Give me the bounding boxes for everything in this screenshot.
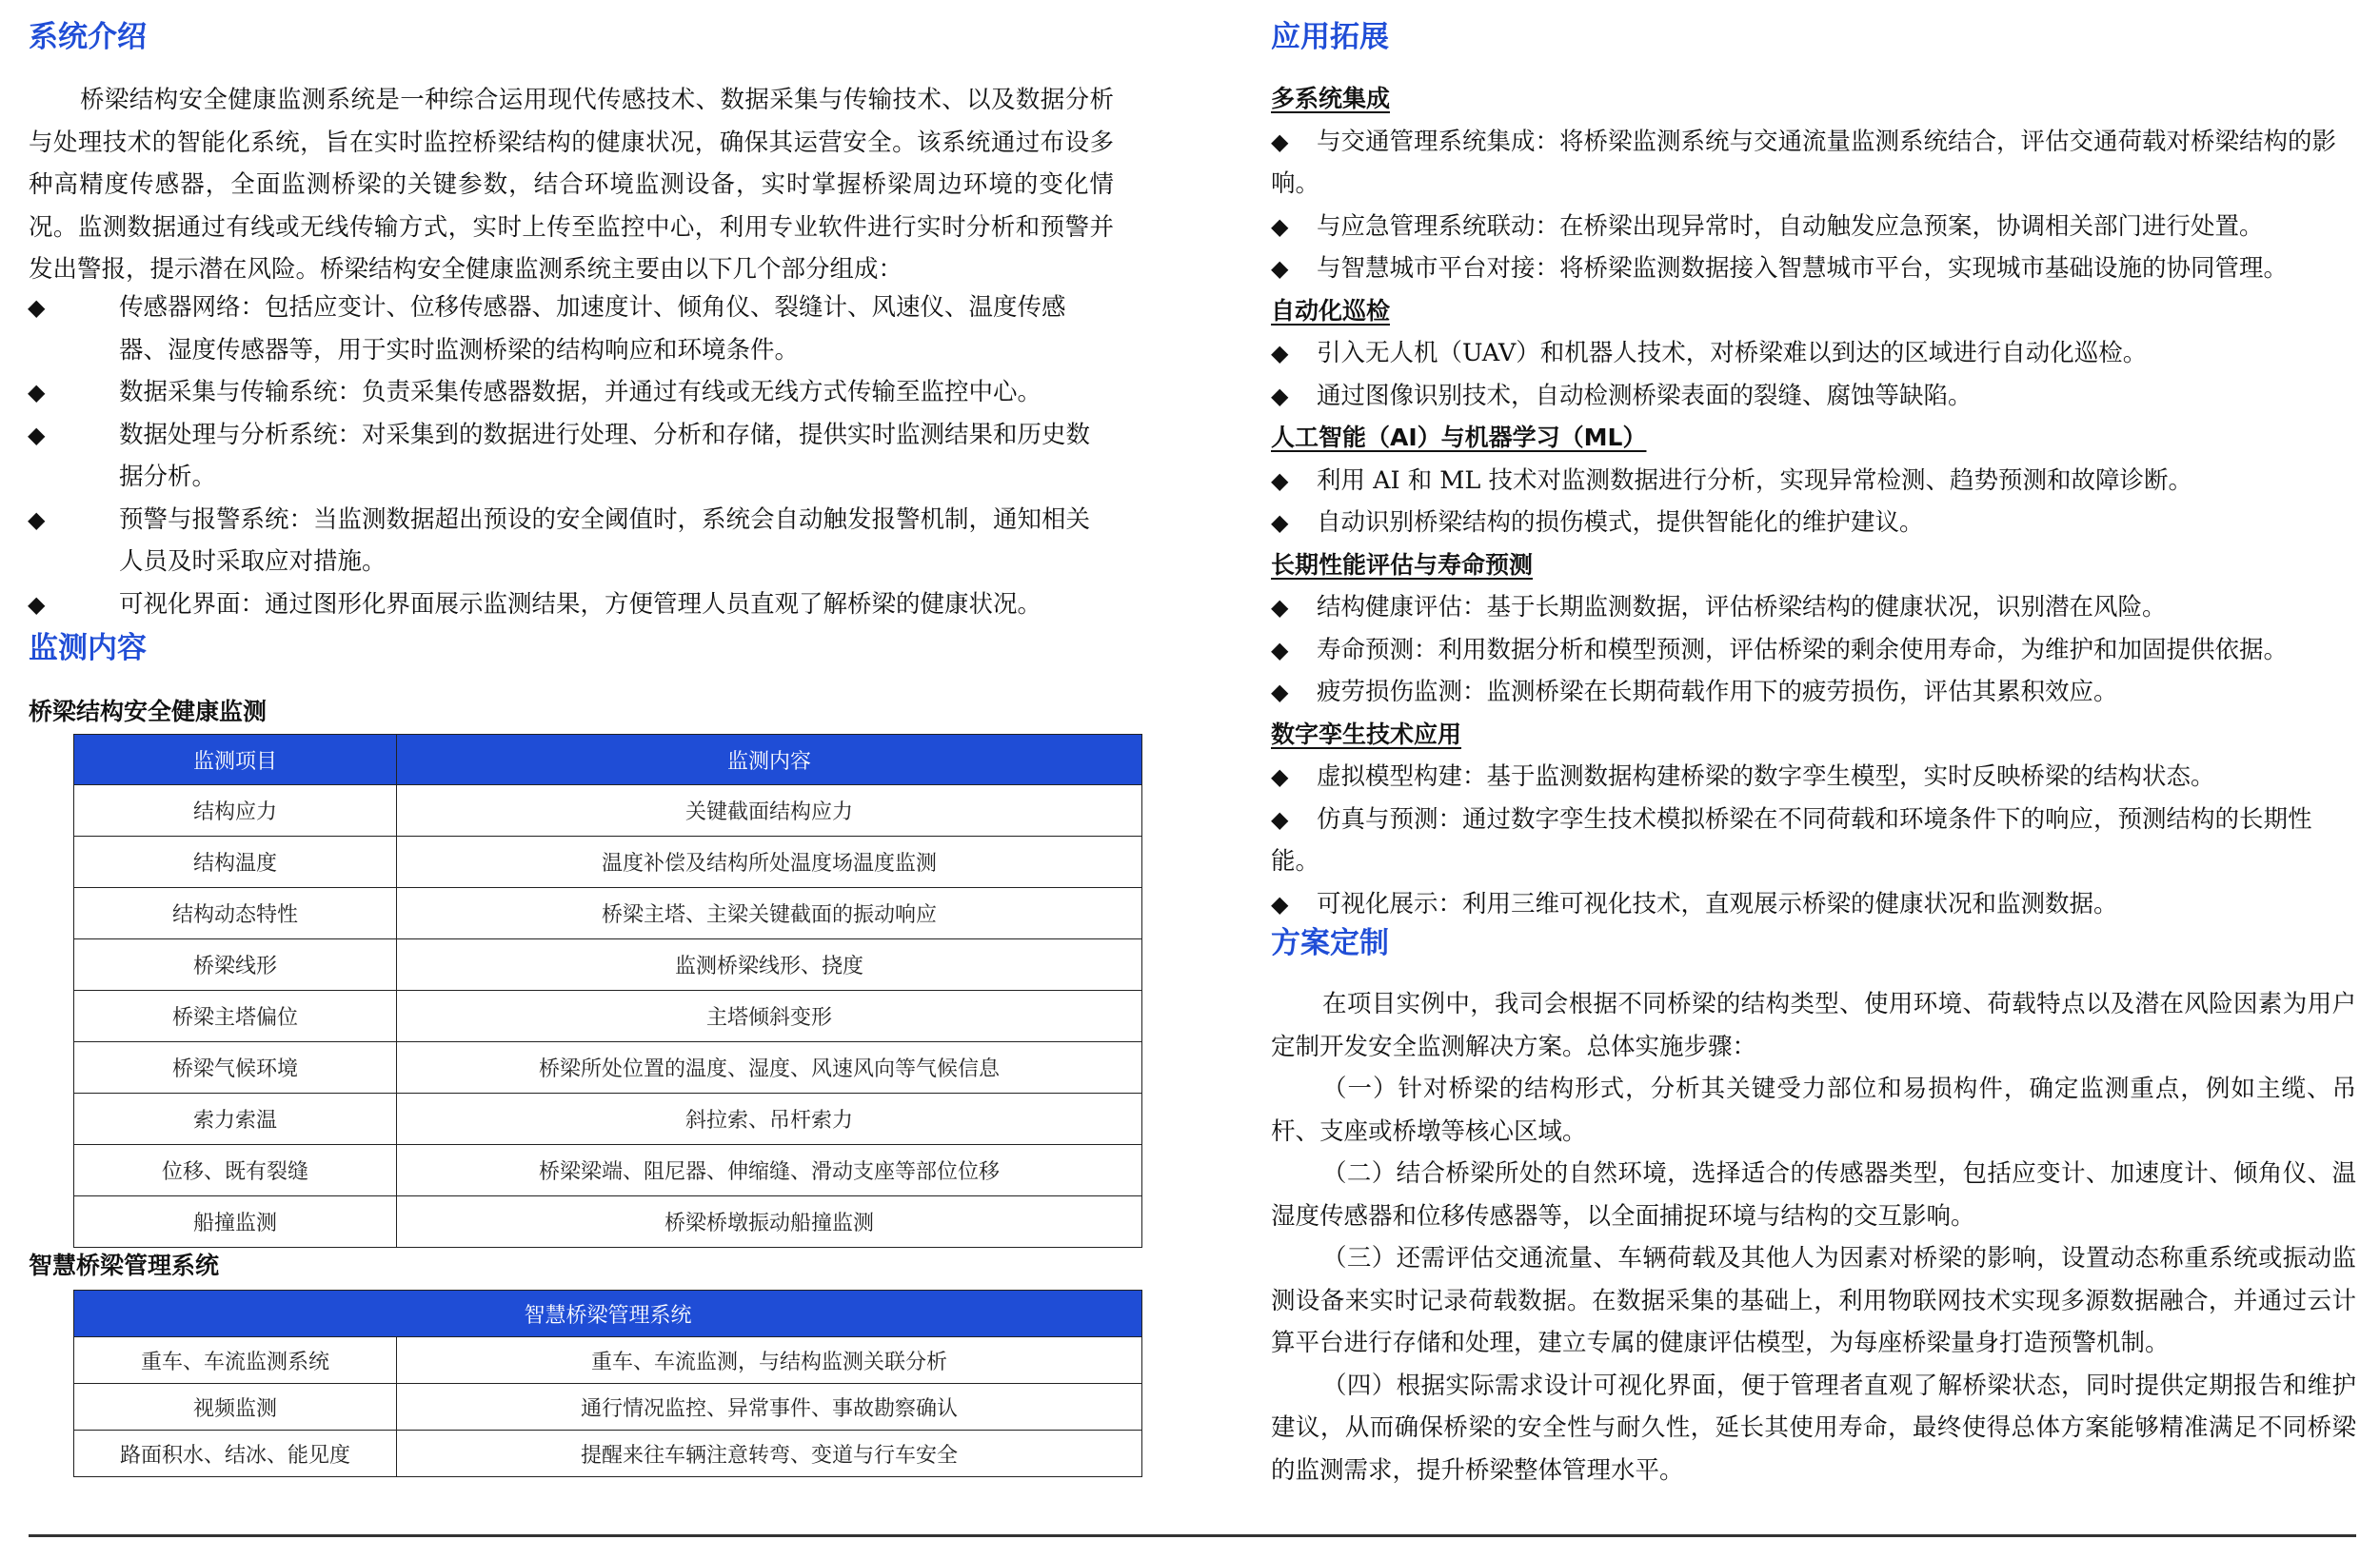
diamond-bullet-icon: ◆	[1271, 679, 1289, 705]
diamond-bullet-icon: ◆	[1271, 509, 1289, 536]
list-item: ◆ 通过图像识别技术，自动检测桥梁表面的裂缝、腐蚀等缺陷。	[1271, 375, 2356, 418]
management-table	[73, 1290, 1142, 1477]
table1-label: 桥梁结构安全健康监测	[29, 698, 268, 725]
custom-paragraph: 在项目实例中，我司会根据不同桥梁的结构类型、使用环境、荷载特点以及潜在风险因素为用户定制开发安全监测解决方案。总体实施步骤：	[1271, 990, 2356, 1061]
table-row: 船撞监测 桥梁桥墩振动船撞监测	[74, 1196, 1142, 1248]
diamond-bullet-icon: ◆	[28, 505, 46, 533]
diamond-bullet-icon: ◆	[28, 294, 46, 321]
custom-title: 方案定制	[1271, 926, 1389, 960]
table-row: 结构应力 关键截面结构应力	[74, 785, 1142, 837]
list-item: ◆ 与交通管理系统集成：将桥梁监测系统与交通流量监测系统结合，评估交通荷载对桥梁结构的影响。	[1271, 121, 2356, 206]
list-item: ◆ 传感器网络：包括应变计、位移传感器、加速度计、倾角仪、裂缝计、风速仪、温度传感器、湿度传感器等，用于实时监测桥梁的结构响应和环境条件。	[73, 286, 1114, 371]
list-item: ◆ 疲劳损伤监测：监测桥梁在长期荷载作用下的疲劳损伤，评估其累积效应。	[1271, 671, 2356, 714]
table-row: 位移、既有裂缝 桥梁梁端、阻尼器、伸缩缝、滑动支座等部位位移	[74, 1145, 1142, 1196]
list-item: ◆ 仿真与预测：通过数字孪生技术模拟桥梁在不同荷载和环境条件下的响应，预测结构的长期性能。	[1271, 799, 2356, 883]
diamond-bullet-icon: ◆	[1271, 128, 1289, 155]
list-item: ◆ 结构健康评估：基于长期监测数据，评估桥梁结构的健康状况，识别潜在风险。	[1271, 586, 2356, 629]
table-header-row	[74, 735, 1142, 785]
table-row: 视频监测 通行情况监控、异常事件、事故勘察确认	[74, 1384, 1142, 1431]
custom-paragraph: （二）结合桥梁所处的自然环境，选择适合的传感器类型，包括应变计、加速度计、倾角仪、温湿度传感器和位移传感器等，以全面捕捉环境与结构的交互影响。	[1271, 1159, 2356, 1231]
diamond-bullet-icon: ◆	[28, 379, 46, 405]
table-row: 路面积水、结冰、能见度 提醒来往车辆注意转弯、变道与行车安全	[74, 1431, 1142, 1477]
footer-divider	[29, 1534, 2356, 1537]
table-header-title: 智慧桥梁管理系统	[74, 1291, 1142, 1337]
diamond-bullet-icon: ◆	[1271, 466, 1289, 494]
diamond-bullet-icon: ◆	[28, 590, 46, 618]
app-sections	[1271, 78, 2356, 925]
custom-paragraphs	[1271, 983, 2356, 1491]
table-row: 桥梁线形 监测桥梁线形、挠度	[74, 939, 1142, 991]
table2-label: 智慧桥梁管理系统	[29, 1252, 220, 1279]
list-item: ◆ 可视化展示：利用三维可视化技术，直观展示桥梁的健康状况和监测数据。	[1271, 883, 2356, 926]
list-item: ◆ 虚拟模型构建：基于监测数据构建桥梁的数字孪生模型，实时反映桥梁的结构状态。	[1271, 756, 2356, 799]
list-item: ◆ 利用 AI 和 ML 技术对监测数据进行分析，实现异常检测、趋势预测和故障诊断。	[1271, 460, 2356, 503]
table-row: 索力索温 斜拉索、吊杆索力	[74, 1094, 1142, 1145]
diamond-bullet-icon: ◆	[1271, 890, 1289, 918]
diamond-bullet-icon: ◆	[1271, 255, 1289, 282]
table-header-row	[74, 1291, 1142, 1337]
custom-paragraph: （四）根据实际需求设计可视化界面，便于管理者直观了解桥梁状态，同时提供定期报告和维护建议，从而确保桥梁的安全性与耐久性，延长其使用寿命，最终使得总体方案能够精准满足不同桥梁的监测需求，提升桥梁整体管理水平。	[1271, 1371, 2356, 1485]
diamond-bullet-icon: ◆	[1271, 382, 1289, 409]
monitor-title: 监测内容	[29, 631, 147, 665]
diamond-bullet-icon: ◆	[1271, 805, 1289, 833]
intro-title: 系统介绍	[29, 20, 147, 54]
intro-bullet-list	[28, 286, 1114, 625]
monitoring-table	[73, 734, 1142, 1248]
section-heading: 数字孪生技术应用	[1271, 720, 1462, 748]
section-heading: 人工智能（AI）与机器学习（ML）	[1271, 424, 1647, 451]
table-row: 桥梁主塔偏位 主塔倾斜变形	[74, 991, 1142, 1042]
diamond-bullet-icon: ◆	[1271, 594, 1289, 621]
app-title: 应用拓展	[1271, 20, 1389, 54]
table-row: 桥梁气候环境 桥梁所处位置的温度、湿度、风速风向等气候信息	[74, 1042, 1142, 1094]
list-item: ◆ 与智慧城市平台对接：将桥梁监测数据接入智慧城市平台，实现城市基础设施的协同管理。	[1271, 247, 2356, 290]
list-item: ◆ 引入无人机（UAV）和机器人技术，对桥梁难以到达的区域进行自动化巡检。	[1271, 332, 2356, 375]
diamond-bullet-icon: ◆	[1271, 212, 1289, 240]
table-row: 重车、车流监测系统 重车、车流监测，与结构监测关联分析	[74, 1337, 1142, 1384]
section-heading: 长期性能评估与寿命预测	[1271, 550, 1534, 579]
list-item: ◆ 预警与报警系统：当监测数据超出预设的安全阈值时，系统会自动触发报警机制，通知相关人员及时采取应对措施。	[73, 499, 1114, 583]
list-item: ◆ 寿命预测：利用数据分析和模型预测，评估桥梁的剩余使用寿命，为维护和加固提供依据。	[1271, 629, 2356, 672]
table-row: 结构温度 温度补偿及结构所处温度场温度监测	[74, 837, 1142, 888]
table-header-content: 监测内容	[397, 735, 1142, 785]
table-header-item: 监测项目	[74, 735, 397, 785]
section-heading: 自动化巡检	[1271, 296, 1391, 325]
diamond-bullet-icon: ◆	[1271, 340, 1289, 366]
section-heading: 多系统集成	[1271, 85, 1391, 112]
table-row: 结构动态特性 桥梁主塔、主梁关键截面的振动响应	[74, 888, 1142, 939]
list-item: ◆ 数据处理与分析系统：对采集到的数据进行处理、分析和存储，提供实时监测结果和历史数据分析。	[73, 414, 1114, 499]
list-item: ◆ 与应急管理系统联动：在桥梁出现异常时，自动触发应急预案，协调相关部门进行处置。	[1271, 206, 2356, 248]
list-item: ◆ 可视化界面：通过图形化界面展示监测结果，方便管理人员直观了解桥梁的健康状况。	[73, 583, 1114, 626]
custom-paragraph: （一）针对桥梁的结构形式，分析其关键受力部位和易损构件，确定监测重点，例如主缆、吊杆、支座或桥墩等核心区域。	[1271, 1075, 2356, 1146]
intro-paragraph: 桥梁结构安全健康监测系统是一种综合运用现代传感技术、数据采集与传输技术、以及数据分析与处理技术的智能化系统，旨在实时监控桥梁结构的健康状况，确保其运营安全。该系统通过布设多种高精度传感器，全面监测桥梁的关键参数，结合环境监测设备，实时掌握桥梁周边环境的变化情况。监测数据通过有线或无线传输方式，实时上传至监控中心，利用专业软件进行实时分析和预警并发出警报，提示潜在风险。桥梁结构安全健康监测系统主要由以下几个部分组成：	[29, 86, 1114, 284]
diamond-bullet-icon: ◆	[28, 421, 46, 448]
list-item: ◆ 自动识别桥梁结构的损伤模式，提供智能化的维护建议。	[1271, 502, 2356, 544]
diamond-bullet-icon: ◆	[1271, 763, 1289, 790]
list-item: ◆ 数据采集与传输系统：负责采集传感器数据，并通过有线或无线方式传输至监控中心。	[73, 371, 1114, 414]
diamond-bullet-icon: ◆	[1271, 636, 1289, 663]
custom-paragraph: （三）还需评估交通流量、车辆荷载及其他人为因素对桥梁的影响，设置动态称重系统或振动监测设备来实时记录荷载数据。在数据采集的基础上，利用物联网技术实现多源数据融合，并通过云计算平台进行存储和处理，建立专属的健康评估模型，为每座桥梁量身打造预警机制。	[1271, 1244, 2356, 1357]
